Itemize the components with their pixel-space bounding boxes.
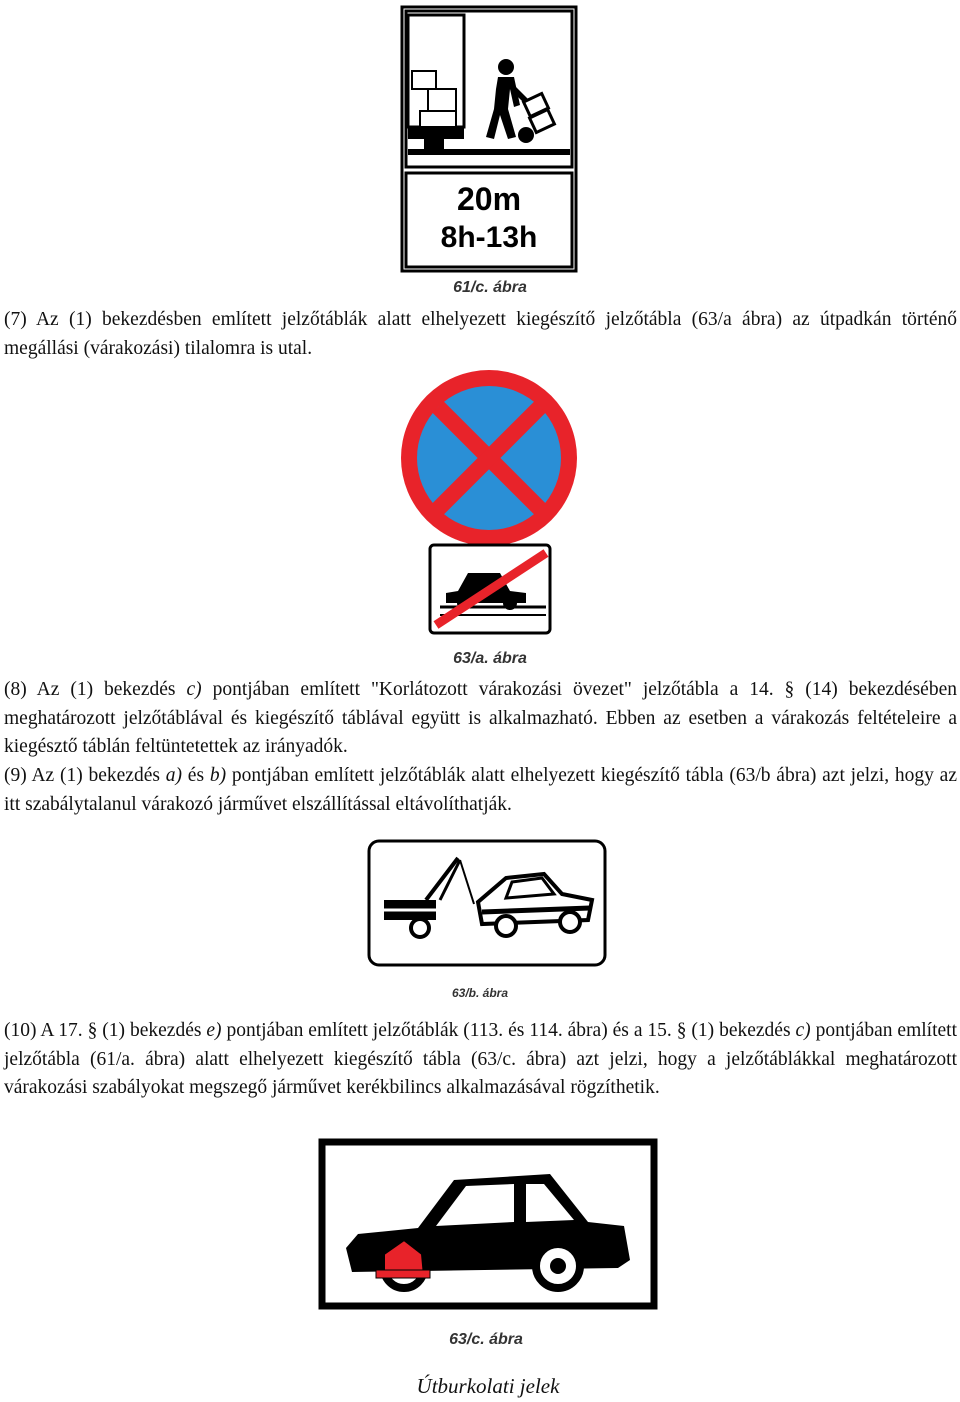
paragraph-8 [4,676,957,762]
paragraph-10 [4,1017,957,1103]
caption-63a: 63/a. ábra [453,650,527,667]
caption-63b: 63/b. ábra [451,986,509,1000]
no-stopping-sign-icon [401,370,577,546]
paragraph-7-text: (7) Az (1) bekezdésben említett jelzőtáblák alatt elhelyezett kiegészítő jelzőtábla (63/a ábra) az útpadkán történő megállási (várakozási) tilalomra is utal. [4,309,957,359]
paragraph-9-text-2: és [182,765,210,786]
sign-63c [318,1138,658,1310]
paragraph-7 [4,306,957,363]
paragraph-9-italic-1: a) [165,765,182,786]
sign-63b [366,838,608,970]
sign-63a [396,367,586,637]
sign-61c [398,5,580,275]
sign-distance: 20m [456,181,522,217]
paragraph-8-text-1: (8) Az (1) bekezdés [4,679,187,700]
paragraph-9-text-3: pontjában említett jelzőtáblák alatt elhelyezett kiegészítő tábla (63/b ábra) azt jelzi, hogy az itt szabálytalanul várakozó járművet elszállítással eltávolíthatják. [4,765,957,815]
sign-hours: 8h-13h [440,221,538,254]
paragraph-10-italic-2: c) [795,1020,811,1041]
paragraph-10-text-2: pontjában említett jelzőtáblák (113. és 114. ábra) és a 15. § (1) bekezdés [221,1020,796,1041]
car-on-sidewalk-crossed-icon [430,545,550,633]
loading-worker-with-handtruck-icon [406,11,572,167]
paragraph-10-italic-1: e) [206,1020,222,1041]
caption-63c: 63/c. ábra [449,1331,523,1348]
paragraph-9 [4,762,957,819]
paragraph-8-italic-1: c) [186,679,202,700]
paragraph-8-text-2: pontjában említett "Korlátozott várakozási övezet" jelzőtábla a 14. § (14) bekezdésében meghatározott jelzőtáblával és kiegészítő táblával együtt is alkalmazható. Ebben az esetben a várakozás feltételeire a kiegésztő táblán feltüntetettek az irányadók. [4,679,957,757]
paragraph-9-text-1: (9) Az (1) bekezdés [4,765,166,786]
paragraph-10-text-1: (10) A 17. § (1) bekezdés [4,1020,207,1041]
paragraph-10-text-3: pontjában említett jelzőtábla (61/a. ábra) alatt elhelyezett kiegészítő tábla (63/c. ábra) azt jelzi, hogy a jelzőtáblákkal meghatározott várakozási szabályokat megszegő járművet kerékbilincs alkalmazásával rögzíthetik. [4,1020,957,1098]
caption-61c: 61/c. ábra [453,279,527,296]
section-heading: Útburkolati jelek [416,1374,560,1398]
paragraph-9-italic-2: b) [209,765,227,786]
